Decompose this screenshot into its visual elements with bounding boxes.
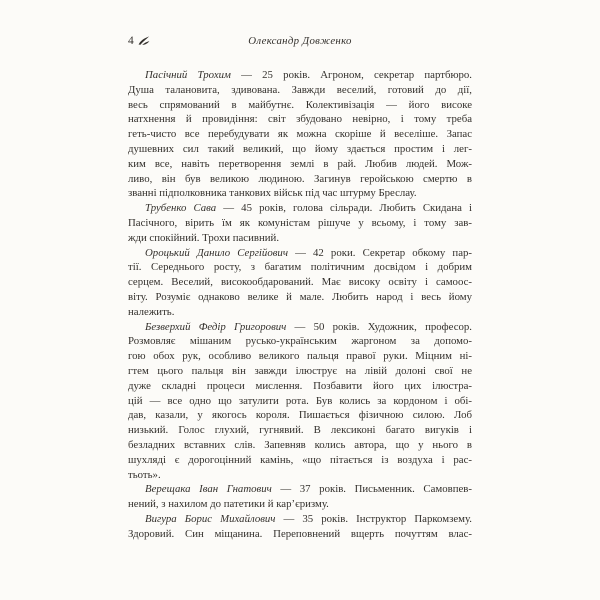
page-text-block: [128, 68, 472, 542]
text-line: ливо, він був великою людиною. Загинув геройською смертю в: [128, 172, 472, 185]
text-line: [128, 246, 472, 261]
text-line: Душа талановита, здивована. Завжди веселий, готовий до дії,: [128, 83, 472, 96]
paragraph: [128, 512, 472, 542]
text-line: ким все, навіть перетворення землі в рай. Любив людей. Мож-: [128, 157, 472, 170]
character-name: Верещака Іван Гнатович: [145, 483, 272, 496]
text-line: віту. Розуміє однаково велике й мале. Любить народ і весь йому: [128, 290, 472, 303]
page-number: 4: [128, 35, 135, 47]
paragraph: [128, 68, 472, 201]
text-line: дуже складні процеси мислення. Позбавити його цих ілюстра-: [128, 379, 472, 392]
text-line: гою обох рук, особливо великого пальця правої руки. Міцним ні-: [128, 350, 472, 363]
paragraph: [128, 320, 472, 483]
text-line: жди спокійний. Трохи пасивний.: [128, 231, 280, 244]
line-text: — 25 років. Агроном, секретар партбюро.: [230, 69, 472, 81]
line-text: — 50 років. Художник, професор.: [286, 320, 472, 333]
text-line: належить.: [128, 305, 175, 318]
text-line: шухляді є дорогоцінний камінь, «що пітається із воздуха і рас-: [128, 453, 472, 466]
text-line: тії. Середнього росту, з багатим політичним досвідом і добрим: [128, 261, 472, 274]
text-line: [128, 482, 472, 497]
text-line: [128, 512, 472, 527]
text-line: низький. Голос глухий, гугнявий. В лексиконі багато вигуків і: [128, 424, 472, 437]
text-line: нений, з нахилом до патетики й кар’єризму.: [128, 498, 329, 511]
line-text: — 37 років. Письменник. Самовпев-: [271, 483, 472, 496]
paragraph: [128, 482, 472, 512]
text-line: безладних вставних слів. Запевняв колись автора, що у нього в: [128, 438, 472, 451]
text-line: душевних сил такий великий, що йому здається простим і лег-: [128, 142, 472, 155]
paragraph: [128, 246, 472, 320]
text-line: геть-чисто все перебудувати як можна скоріше й веселіше. Запас: [128, 128, 472, 141]
line-text: — 42 роки. Секретар обкому пар-: [287, 246, 472, 259]
character-name: Трубенко Сава: [145, 202, 217, 215]
text-line: Пасічного, вірить їм як комуністам рішуче у всьому, і тому зав-: [128, 216, 472, 229]
text-line: серцем. Веселий, високообдарований. Має високу освіту і самоос-: [128, 276, 472, 289]
line-text: — 35 років. Інструктор Паркомзему.: [275, 512, 472, 525]
text-line: весь спрямований в майбутнє. Колективізація — його високе: [128, 98, 472, 111]
text-line: Здоровий. Син міщанина. Переповнений вщерть почуттям влас-: [128, 527, 472, 540]
text-line: званні підполковника танкових військ під час штурму Бреслау.: [128, 187, 417, 200]
text-line: Розмовляє мішаним русько-українським жаргоном за допомо-: [128, 335, 472, 348]
running-title: Олександр Довженко: [248, 35, 352, 47]
text-line: натхнення й провидіння: світ збудовано невірно, і тому треба: [128, 113, 472, 126]
text-line: тьоть».: [128, 468, 161, 481]
line-text: — 45 років, голова сільради. Любить Скидана і: [216, 202, 472, 215]
text-line: [128, 68, 472, 83]
text-line: цій — все одно що затулити рота. Був колись за кордоном і обі-: [128, 394, 472, 407]
character-name: Ороцький Данило Сергійович: [145, 246, 288, 259]
text-line: дав, казали, у якогось короля. Пишається фізичною силою. Лоб: [128, 409, 472, 422]
character-name: Безверхий Федір Григорович: [145, 320, 287, 333]
text-line: [128, 201, 472, 216]
character-name: Пасічний Трохим: [145, 69, 231, 81]
character-name: Вигура Борис Михайлович: [145, 512, 276, 525]
running-header: [128, 35, 472, 51]
text-line: гтем цього пальця він завжди ілюструє на лівій долоні свої не: [128, 364, 472, 377]
paragraph: [128, 201, 472, 245]
text-line: [128, 320, 472, 335]
